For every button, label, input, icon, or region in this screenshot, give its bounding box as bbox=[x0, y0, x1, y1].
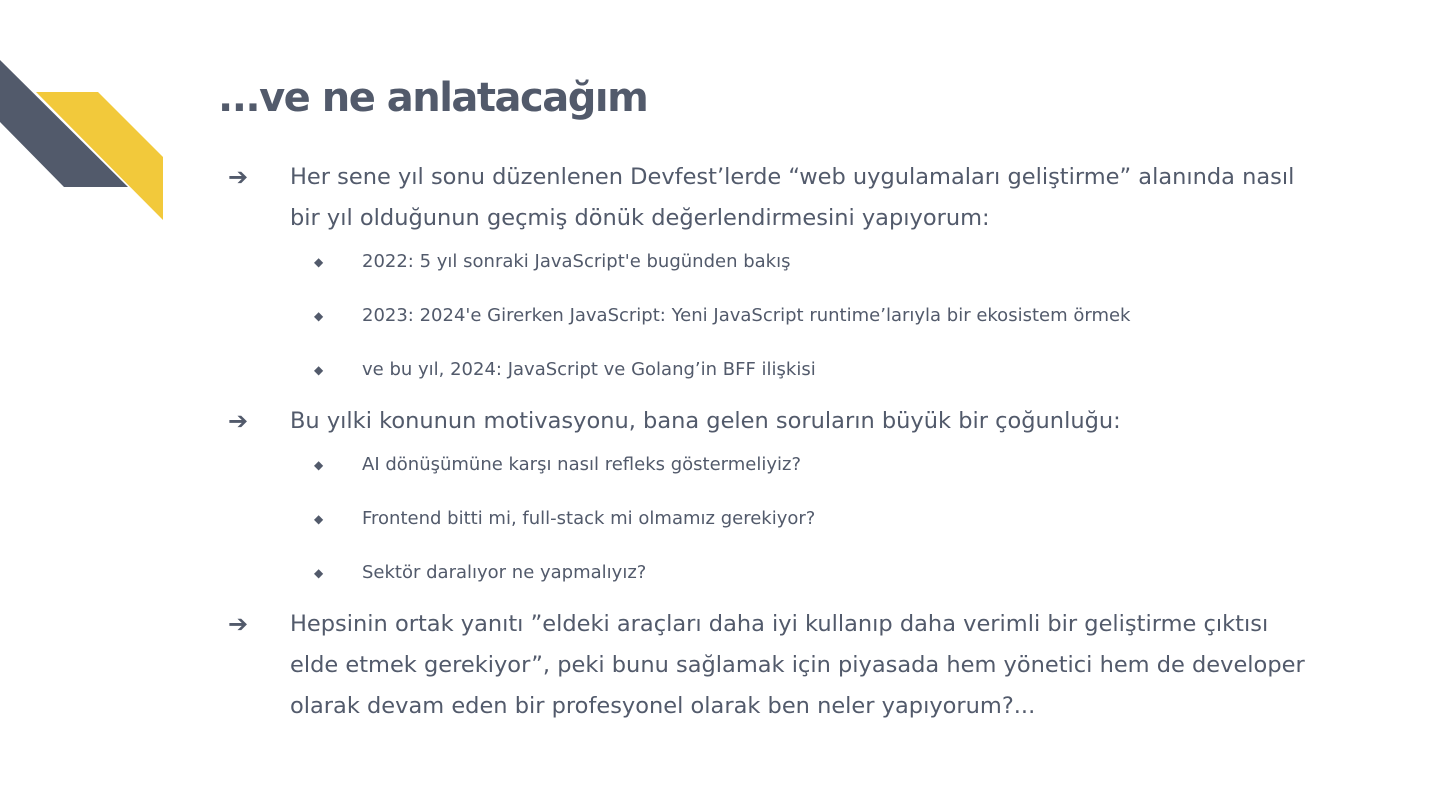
sub-bullet-item bbox=[228, 560, 1308, 586]
diamond-icon: ◆ bbox=[314, 255, 324, 269]
sub-bullet-text: Sektör daralıyor ne yapmalıyız? bbox=[362, 562, 647, 583]
diamond-icon: ◆ bbox=[314, 566, 324, 580]
diamond-icon: ◆ bbox=[314, 512, 324, 526]
bullet-text: Bu yılki konunun motivasyonu, bana gelen soruların büyük bir çoğunluğu: bbox=[290, 408, 1121, 434]
bullet-text: Hepsinin ortak yanıtı ”eldeki araçları daha iyi kullanıp daha verimli bir geliştirme çıktısı elde etmek gerekiyor”, peki bunu sağlamak için piyasada hem yönetici hem de developer olarak devam eden bir profesyonel olarak ben neler yapıyorum?... bbox=[290, 611, 1305, 719]
bullet-text: Her sene yıl sonu düzenlenen Devfest’lerde “web uygulamaları geliştirme” alanında nasıl bir yıl olduğunun geçmiş dönük değerlendirmesini yapıyorum: bbox=[290, 164, 1295, 231]
sub-bullet-text: ve bu yıl, 2024: JavaScript ve Golang’in BFF ilişkisi bbox=[362, 359, 816, 380]
right-arrow-icon: ➔ bbox=[228, 610, 249, 638]
sub-bullet-text: 2023: 2024'e Girerken JavaScript: Yeni JavaScript runtime’larıyla bir ekosistem örmek bbox=[362, 305, 1131, 326]
diamond-icon: ◆ bbox=[314, 363, 324, 377]
sub-bullet-text: 2022: 5 yıl sonraki JavaScript'e bugünden bakış bbox=[362, 251, 791, 272]
bullet-list bbox=[228, 157, 1308, 727]
bullet-item bbox=[228, 604, 1308, 727]
sub-bullet-item bbox=[228, 303, 1308, 329]
sub-bullet-item bbox=[228, 452, 1308, 478]
diamond-icon: ◆ bbox=[314, 458, 324, 472]
sub-bullet-item bbox=[228, 506, 1308, 532]
sub-bullet-text: Frontend bitti mi, full-stack mi olmamız gerekiyor? bbox=[362, 508, 816, 529]
right-arrow-icon: ➔ bbox=[228, 407, 249, 435]
sub-bullet-item bbox=[228, 249, 1308, 275]
slide-title: ...ve ne anlatacağım bbox=[218, 75, 648, 121]
right-arrow-icon: ➔ bbox=[228, 163, 249, 191]
sub-bullet-list bbox=[228, 249, 1308, 383]
sub-bullet-item bbox=[228, 357, 1308, 383]
diagonal-stripes-icon bbox=[0, 0, 170, 230]
sub-bullet-text: AI dönüşümüne karşı nasıl refleks göstermeliyiz? bbox=[362, 454, 802, 475]
bullet-item bbox=[228, 401, 1308, 442]
diamond-icon: ◆ bbox=[314, 309, 324, 323]
sub-bullet-list bbox=[228, 452, 1308, 586]
bullet-item bbox=[228, 157, 1308, 239]
